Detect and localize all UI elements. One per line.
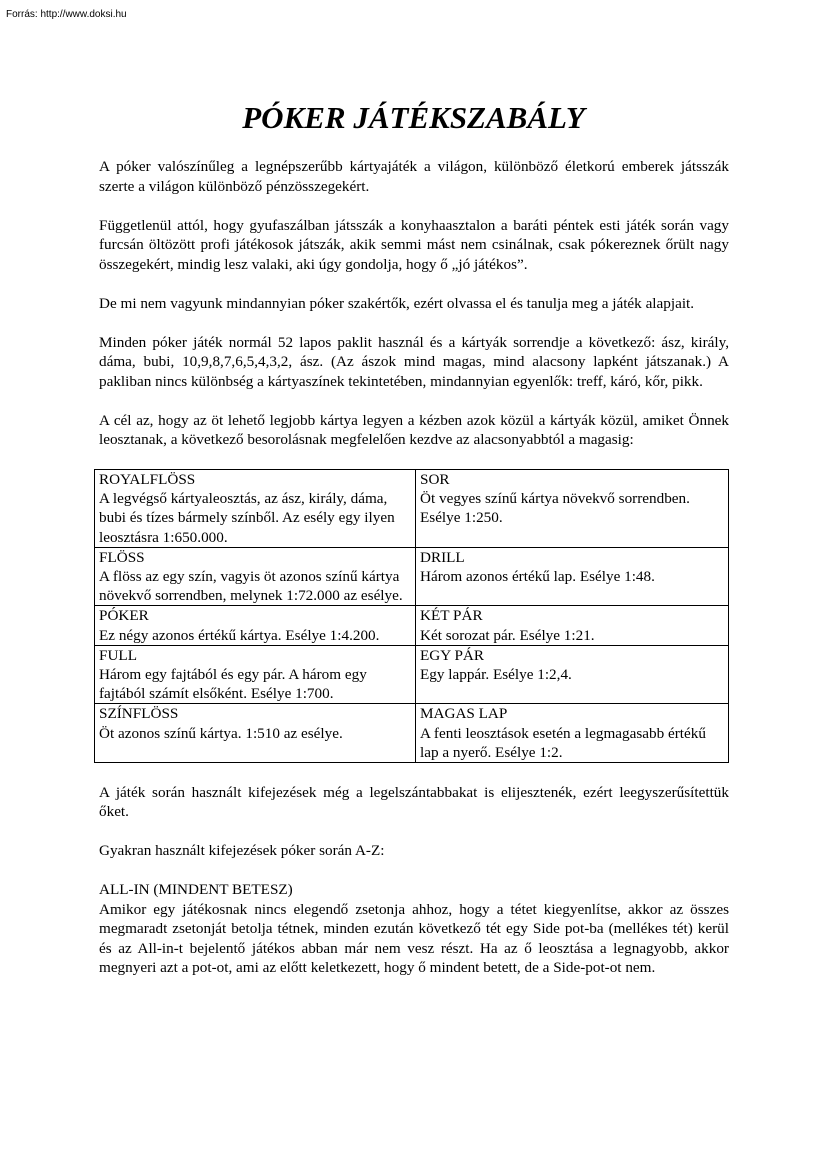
table-row xyxy=(95,606,729,645)
paragraph-goal: A cél az, hogy az öt lehető legjobb kártya legyen a kézben azok közül a kártyák közül, amiket Önnek leosztanak, a következő besorolásnak megfelelően kezdve az alacsonyabbtól a magasig: xyxy=(99,411,729,448)
hand-description: Három egy fajtából és egy pár. A három egy fajtából számít elsőként. Esélye 1:700. xyxy=(99,666,367,703)
hand-name: FLÖSS xyxy=(99,548,145,566)
hand-description: A fenti leosztások esetén a legmagasabb értékű lap a nyerő. Esélye 1:2. xyxy=(420,724,706,761)
page-title: PÓKER JÁTÉKSZABÁLY xyxy=(242,100,585,135)
hand-description: Öt azonos színű kártya. 1:510 az esélye. xyxy=(99,724,343,742)
paragraph-basics: De mi nem vagyunk mindannyian póker szakértők, ezért olvassa el és tanulja meg a játék alapjait. xyxy=(99,294,695,312)
hand-name: SZÍNFLÖSS xyxy=(99,705,179,723)
hand-description: Ez négy azonos értékű kártya. Esélye 1:4.200. xyxy=(99,626,380,644)
hand-cell xyxy=(95,606,416,645)
hand-description: A legvégső kártyaleosztás, az ász, király, dáma, bubi és tízes bármely színből. Az esély egy ilyen leosztásra 1:650.000. xyxy=(99,490,395,546)
hand-name: FULL xyxy=(99,646,137,664)
paragraph-player: Függetlenül attól, hogy gyufaszálban játsszák a konyhaasztalon a baráti péntek esti játék során vagy furcsán öltözött profi játékosok játszák, akik semmi mást nem csinálnak, csak pókereznek őrült nagy összegekért, mindig lesz valaki, aki úgy gondolja, hogy ő „jó játékos”. xyxy=(99,216,729,273)
hand-name: SOR xyxy=(420,471,450,488)
hand-name: PÓKER xyxy=(99,607,149,625)
hand-cell xyxy=(416,470,729,548)
hand-name: KÉT PÁR xyxy=(420,607,483,625)
hand-description: Egy lappár. Esélye 1:2,4. xyxy=(420,666,572,684)
hand-cell xyxy=(416,704,729,763)
term-body: Amikor egy játékosnak nincs elegendő zsetonja ahhoz, hogy a tétet kiegyenlítse, akkor az összes megmaradt zsetonját betolja tétnek, minden ezután következő tét egy Side pot-ba (mellékes tét) kerül és az All-in-t bejelentő játékos abban már nem vesz részt. Ha az ő leosztása a legnagyobb, akkor megnyeri azt a pot-ot, ami az előtt keletkezett, hogy ő mindent betett, de a Side-pot-ot nem. xyxy=(99,900,729,977)
hand-name: MAGAS LAP xyxy=(420,705,508,723)
table-row xyxy=(95,470,729,548)
hand-cell xyxy=(416,606,729,645)
table-row xyxy=(95,704,729,763)
hand-cell xyxy=(95,470,416,548)
table-row xyxy=(95,645,729,704)
hand-description: Két sorozat pár. Esélye 1:21. xyxy=(420,626,595,644)
hand-cell xyxy=(95,645,416,704)
paragraph-terms-heading: Gyakran használt kifejezések póker során A-Z: xyxy=(99,842,385,860)
term-heading: ALL-IN (MINDENT BETESZ) xyxy=(99,881,293,899)
hand-description: Öt vegyes színű kártya növekvő sorrendben. Esélye 1:250. xyxy=(420,490,690,527)
hand-rankings-table xyxy=(94,469,729,763)
hand-description: A flöss az egy szín, vagyis öt azonos színű kártya növekvő sorrendben, melynek 1:72.000 az esélye. xyxy=(99,568,403,605)
source-line: Forrás: http://www.doksi.hu xyxy=(6,9,127,20)
hand-name: EGY PÁR xyxy=(420,646,484,664)
paragraph-terms-intro: A játék során használt kifejezések még a legelszántabbakat is elijesztenék, ezért leegyszerűsítettük őket. xyxy=(99,783,729,821)
paragraph-deck: Minden póker játék normál 52 lapos paklit használ és a kártyák sorrendje a következő: ász, király, dáma, bubi, 10,9,8,7,6,5,4,3,2, ász. (Az ászok mind magas, mind alacsony lapként játszanak.) A pakliban nincs különbség a kártyaszínek tekintetében, mindannyian egyenlők: treff, káró, kőr, pikk. xyxy=(99,333,729,390)
hand-cell xyxy=(416,645,729,704)
hand-name: DRILL xyxy=(420,548,465,566)
hand-cell xyxy=(95,704,416,763)
table-row xyxy=(95,547,729,606)
hand-name: ROYALFLÖSS xyxy=(99,471,196,488)
hand-cell xyxy=(95,547,416,606)
intro-paragraph: A póker valószínűleg a legnépszerűbb kártyajáték a világon, különböző életkorú emberek játsszák szerte a világon különböző pénzösszegekért. xyxy=(99,158,729,195)
document-body xyxy=(99,157,729,997)
hand-description: Három azonos értékű lap. Esélye 1:48. xyxy=(420,568,655,586)
hand-cell xyxy=(416,547,729,606)
